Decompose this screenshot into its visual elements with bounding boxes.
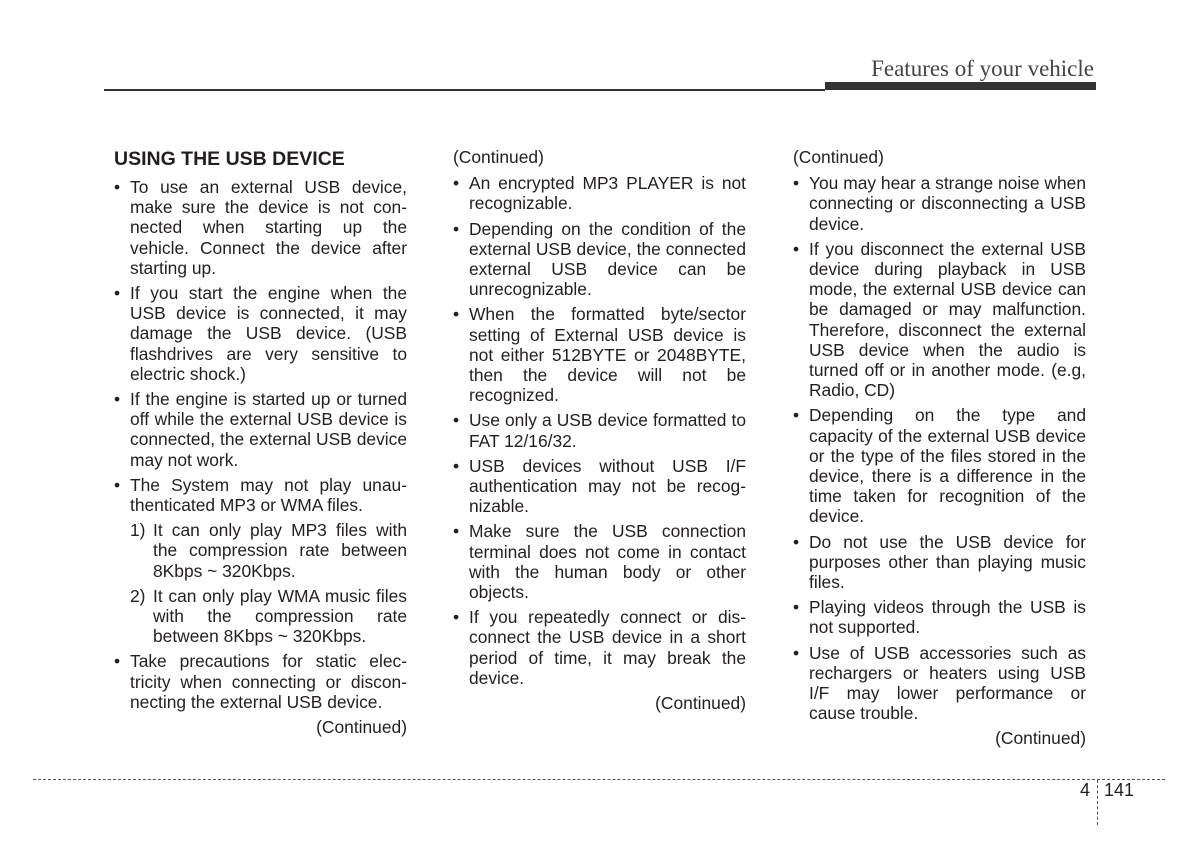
bullet-text: Take precautions for static electricity when connecting or disconnecting the external USB device. <box>130 651 407 712</box>
footer-divider <box>1097 780 1098 825</box>
bullet-text: Make sure the USB connection terminal does not come in contact with the human body or other objects. <box>469 521 746 603</box>
bullet-text: If you start the engine when the USB device is connected, it may damage the USB device. (USB flashdrives are very sensitive to electric shock.) <box>130 283 407 384</box>
bullet-item <box>793 532 1086 593</box>
continued-label-top: (Continued) <box>793 147 884 167</box>
bullet-text: Playing videos through the USB is not supported. <box>809 597 1086 638</box>
bullet-text: If the engine is started up or turned off while the external USB device is connected, the external USB device may not work. <box>130 389 407 470</box>
bullet-item <box>453 304 746 405</box>
page-number: 141 <box>1104 780 1135 800</box>
bullet-text: Depending on the type and capacity of the external USB device or the type of the files stored in the device, there is a difference in the time taken for recognition of the device. <box>809 405 1086 527</box>
bullet-text: If you disconnect the external USB device during playback in USB mode, the external USB device can be damaged or may malfunction. Therefore, disconnect the external USB device when the audio is turned off or in another mode. (e.g, Radio, CD) <box>809 238 1086 401</box>
continued-label-bottom: (Continued) <box>316 717 407 738</box>
bullet-item <box>114 389 407 470</box>
bullet-item <box>453 173 746 213</box>
bullet-item <box>793 239 1086 401</box>
bullet-item <box>114 283 407 384</box>
header-rule-accent <box>825 82 1096 90</box>
sub-item <box>130 520 407 581</box>
bullet-text: USB devices without USB I/F authentication may not be recognizable. <box>469 455 746 517</box>
column-2 <box>453 147 746 713</box>
bullet-item <box>453 219 746 300</box>
bullet-list <box>114 177 407 712</box>
header-rule <box>104 89 825 91</box>
continued-label-bottom: (Continued) <box>655 693 746 714</box>
bullet-item <box>114 651 407 712</box>
bullet-text: An encrypted MP3 PLAYER is not recognizable. <box>469 173 746 214</box>
sub-item-number: 1) <box>130 520 146 541</box>
bullet-item <box>453 607 746 688</box>
bullet-text: When the formatted byte/sector setting of External USB device is not either 512BYTE or 2048BYTE, then the device will not be recognized. <box>469 304 746 406</box>
sub-item-text: It can only play MP3 files with the compression rate between 8Kbps ~ 320Kbps. <box>153 520 407 581</box>
bullet-text: Depending on the condition of the external USB device, the connected external USB device can be unrecognizable. <box>469 218 746 300</box>
bullet-text: You may hear a strange noise when connecting or disconnecting a USB device. <box>809 173 1086 234</box>
bullet-item <box>793 405 1086 526</box>
page-header-title: Features of your vehicle <box>871 56 1094 81</box>
column-3 <box>793 147 1086 749</box>
sub-list <box>130 520 407 646</box>
sub-item <box>130 586 407 647</box>
bullet-item <box>793 597 1086 637</box>
sub-item-text: It can only play WMA music files with the compression rate between 8Kbps ~ 320Kbps. <box>153 585 407 647</box>
continued-label-bottom: (Continued) <box>995 728 1086 749</box>
column-1 <box>114 147 407 737</box>
bullet-item <box>453 456 746 517</box>
continued-label-top: (Continued) <box>453 147 544 167</box>
bullet-text: If you repeatedly connect or disconnect the USB device in a short period of time, it may break the device. <box>469 607 746 688</box>
bullet-text: To use an external USB device, make sure the device is not connected when starting up the vehicle. Connect the device after starting up. <box>130 177 407 278</box>
section-heading: USING THE USB DEVICE <box>114 148 345 170</box>
footer-rule <box>33 779 1165 780</box>
bullet-text: Do not use the USB device for purposes other than playing music files. <box>809 531 1086 593</box>
chapter-number: 4 <box>1080 780 1091 800</box>
bullet-item <box>114 177 407 278</box>
bullet-item <box>793 173 1086 234</box>
bullet-item <box>453 521 746 602</box>
bullet-text: Use of USB accessories such as rechargers or heaters using USB I/F may lower performance or cause trouble. <box>809 642 1086 724</box>
bullet-item <box>793 643 1086 724</box>
bullet-item <box>453 410 746 450</box>
bullet-list <box>793 173 1086 723</box>
bullet-list <box>453 173 746 688</box>
bullet-text: Use only a USB device formatted to FAT 12/16/32. <box>469 410 746 451</box>
bullet-text: The System may not play unauthenticated MP3 or WMA files. <box>130 474 407 516</box>
bullet-item <box>114 475 407 647</box>
sub-item-number: 2) <box>130 585 146 606</box>
